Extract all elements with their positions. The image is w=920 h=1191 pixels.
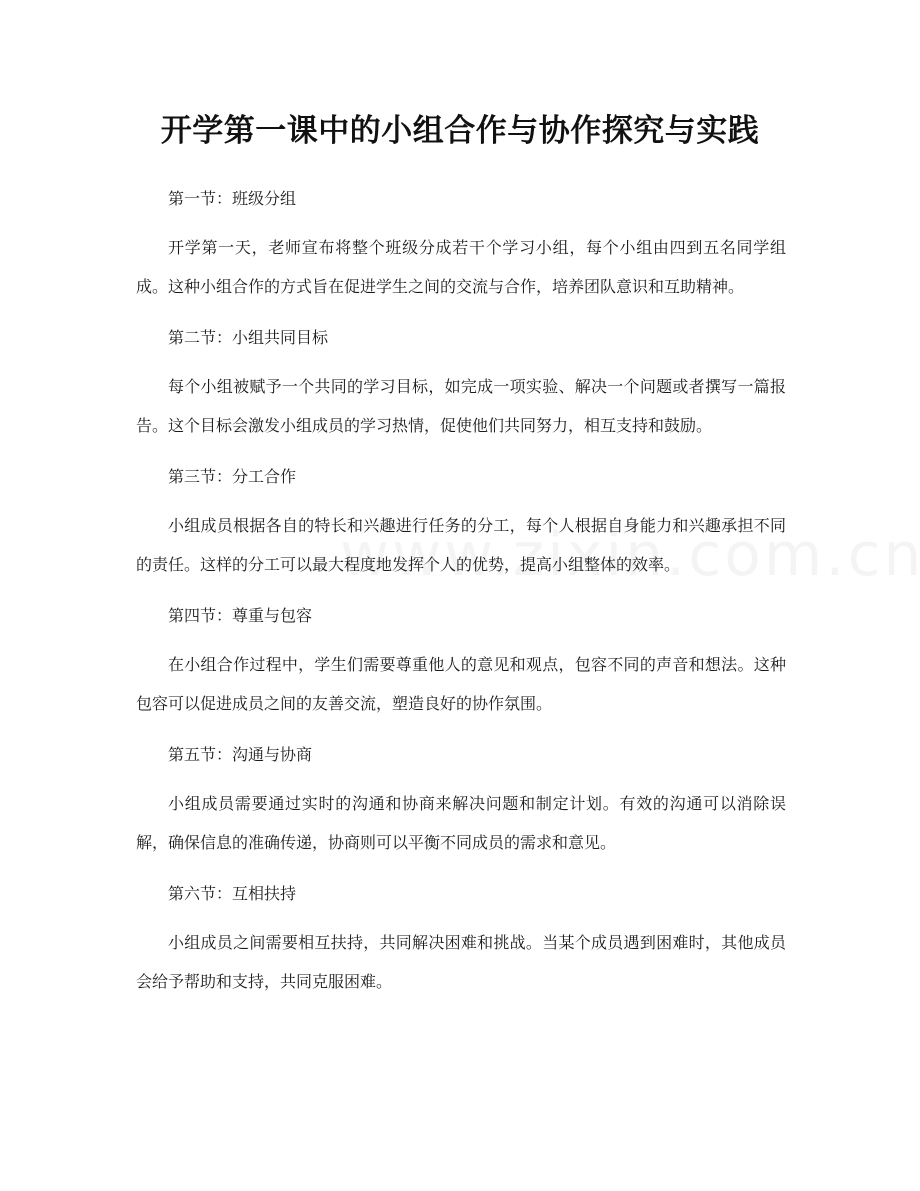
page-title: 开学第一课中的小组合作与协作探究与实践 bbox=[160, 113, 760, 149]
document-body bbox=[136, 180, 786, 1014]
section-paragraph: 开学第一天，老师宣布将整个班级分成若干个学习小组，每个小组由四到五名同学组成。这种小组合作的方式旨在促进学生之间的交流与合作，培养团队意识和互助精神。 bbox=[136, 238, 786, 296]
section-heading: 第二节：小组共同目标 bbox=[168, 328, 329, 347]
section-paragraph: 每个小组被赋予一个共同的学习目标，如完成一项实验、解决一个问题或者撰写一篇报告。这个目标会激发小组成员的学习热情，促使他们共同努力，相互支持和鼓励。 bbox=[136, 377, 786, 435]
section-paragraph: 小组成员之间需要相互扶持，共同解决困难和挑战。当某个成员遇到困难时，其他成员会给予帮助和支持，共同克服困难。 bbox=[136, 933, 786, 991]
section-3 bbox=[136, 458, 786, 584]
section-5 bbox=[136, 736, 786, 862]
section-heading: 第六节：互相扶持 bbox=[168, 884, 297, 903]
section-paragraph: 小组成员根据各自的特长和兴趣进行任务的分工，每个人根据自身能力和兴趣承担不同的责任。这样的分工可以最大程度地发挥个人的优势，提高小组整体的效率。 bbox=[136, 516, 786, 574]
section-6 bbox=[136, 875, 786, 1001]
section-heading: 第五节：沟通与协商 bbox=[168, 745, 313, 764]
section-paragraph: 在小组合作过程中，学生们需要尊重他人的意见和观点，包容不同的声音和想法。这种包容可以促进成员之间的友善交流，塑造良好的协作氛围。 bbox=[136, 655, 786, 713]
section-paragraph: 小组成员需要通过实时的沟通和协商来解决问题和制定计划。有效的沟通可以消除误解，确保信息的准确传递，协商则可以平衡不同成员的需求和意见。 bbox=[136, 794, 786, 852]
section-heading: 第四节：尊重与包容 bbox=[168, 606, 313, 625]
section-4 bbox=[136, 597, 786, 723]
section-heading: 第三节：分工合作 bbox=[168, 467, 297, 486]
section-2 bbox=[136, 319, 786, 445]
section-heading: 第一节：班级分组 bbox=[168, 189, 297, 208]
section-1 bbox=[136, 180, 786, 306]
